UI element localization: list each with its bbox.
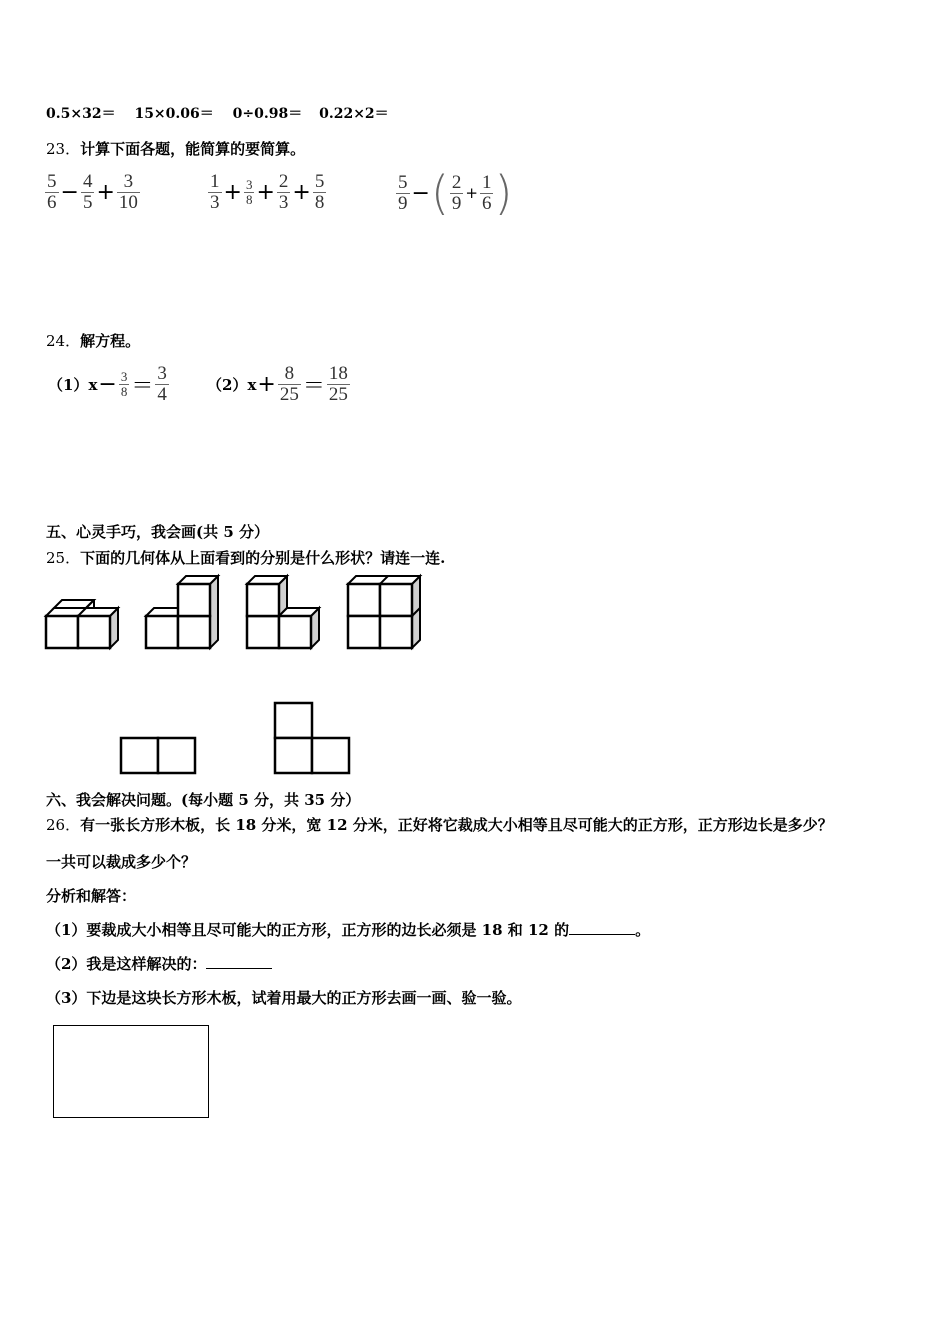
fraction: $\frac{1}{3}$ bbox=[210, 171, 220, 213]
q26-heading bbox=[46, 814, 833, 835]
q26-prompt-line-2: 一共可以裁成多少个？ bbox=[46, 853, 197, 871]
cube-figure-2 bbox=[146, 576, 218, 648]
fraction: $\frac{18}{25}$ bbox=[328, 363, 348, 405]
q26-part-3 bbox=[46, 987, 521, 1008]
q24-heading bbox=[46, 330, 140, 351]
cube-figures bbox=[40, 572, 430, 654]
fraction: $\frac{5}{8}$ bbox=[314, 171, 325, 213]
section-6-title: 六、我会解决问题。(每小题 5 分，共 35 分） bbox=[46, 791, 361, 809]
fraction: $\frac{2}{9}$ bbox=[451, 171, 462, 214]
fraction: $\frac{3}{8}$ bbox=[120, 369, 128, 399]
fraction: $\frac{4}{5}$ bbox=[82, 171, 93, 213]
q24-equation-1 bbox=[48, 364, 170, 405]
oral-calc-item: 0.5×32＝ bbox=[46, 106, 116, 122]
operator: + bbox=[465, 184, 478, 202]
part-2-text: （2）我是这样解决的： bbox=[46, 955, 207, 973]
operator: + bbox=[223, 180, 242, 205]
question-prompt: 计算下面各题，能简算的要简算。 bbox=[80, 140, 306, 158]
fraction: $\frac{3}{4}$ bbox=[157, 363, 167, 405]
part-3-text: （3）下边是这块长方形木板，试着用最大的正方形去画一画、验一验。 bbox=[46, 989, 522, 1007]
fraction: $\frac{2}{3}$ bbox=[278, 171, 289, 213]
cube-figure-3 bbox=[247, 576, 319, 648]
oral-calc-item: 0.22×2＝ bbox=[319, 106, 389, 122]
operator: + bbox=[96, 180, 115, 205]
question-number: 24． bbox=[46, 332, 81, 350]
top-view-l-shape bbox=[275, 703, 349, 773]
equation-label: （2） bbox=[207, 376, 248, 394]
answer-blank[interactable] bbox=[569, 921, 635, 935]
equation-label: （1） bbox=[48, 376, 89, 394]
q26-part-1 bbox=[46, 919, 650, 940]
q25-heading bbox=[46, 547, 445, 568]
cube-figure-1 bbox=[46, 600, 118, 648]
question-number: 23． bbox=[46, 140, 81, 158]
q24-equation-2 bbox=[207, 364, 351, 405]
top-view-figures bbox=[118, 700, 358, 778]
fraction: $\frac{3}{10}$ bbox=[118, 171, 138, 213]
operator: − bbox=[411, 180, 430, 206]
part-1-text: （1）要裁成大小相等且尽可能大的正方形，正方形的边长必须是 18 和 12 的 bbox=[46, 921, 570, 939]
analysis-label: 分析和解答： bbox=[46, 887, 137, 905]
oral-calc-item: 15×0.06＝ bbox=[134, 106, 214, 122]
operator: + bbox=[256, 180, 275, 205]
right-paren: ) bbox=[494, 166, 513, 220]
oral-calc-row bbox=[46, 103, 389, 123]
operator: + bbox=[257, 372, 276, 397]
wood-board-rectangle bbox=[53, 1025, 209, 1118]
question-number: 25． bbox=[46, 549, 81, 567]
equation-variable: x bbox=[247, 375, 257, 394]
equals-sign: ＝ bbox=[302, 374, 325, 399]
section-5-title: 五、心灵手巧，我会画(共 5 分） bbox=[46, 523, 269, 541]
top-view-two-squares bbox=[121, 738, 195, 773]
fraction: $\frac{8}{25}$ bbox=[279, 363, 299, 405]
question-prompt: 下面的几何体从上面看到的分别是什么形状？请连一连. bbox=[80, 549, 446, 567]
left-paren: ( bbox=[430, 166, 449, 220]
question-number: 26． bbox=[46, 816, 81, 834]
q23-heading bbox=[46, 138, 305, 159]
operator: − bbox=[60, 180, 79, 205]
fraction: $\frac{5}{9}$ bbox=[398, 171, 408, 214]
part-1-end: 。 bbox=[635, 921, 651, 939]
answer-blank[interactable] bbox=[206, 955, 272, 969]
q23-expression-1 bbox=[44, 172, 141, 213]
operator: − bbox=[98, 372, 117, 397]
q23-expression-3 bbox=[395, 166, 513, 220]
q26-part-2 bbox=[46, 953, 272, 974]
equation-variable: x bbox=[88, 375, 98, 394]
cube-figure-4 bbox=[348, 576, 420, 648]
fraction: $\frac{5}{6}$ bbox=[47, 171, 57, 213]
operator: + bbox=[292, 180, 311, 205]
question-prompt: 有一张长方形木板，长 18 分米，宽 12 分米，正好将它裁成大小相等且尽可能大的正方形，正方形边长是多少？ bbox=[80, 816, 833, 834]
question-prompt: 解方程。 bbox=[80, 332, 141, 350]
q23-expression-2 bbox=[207, 172, 327, 213]
fraction: $\frac{1}{6}$ bbox=[481, 171, 492, 214]
oral-calc-item: 0÷0.98＝ bbox=[232, 106, 303, 122]
equals-sign: ＝ bbox=[131, 374, 154, 399]
fraction: $\frac{3}{8}$ bbox=[245, 177, 253, 207]
